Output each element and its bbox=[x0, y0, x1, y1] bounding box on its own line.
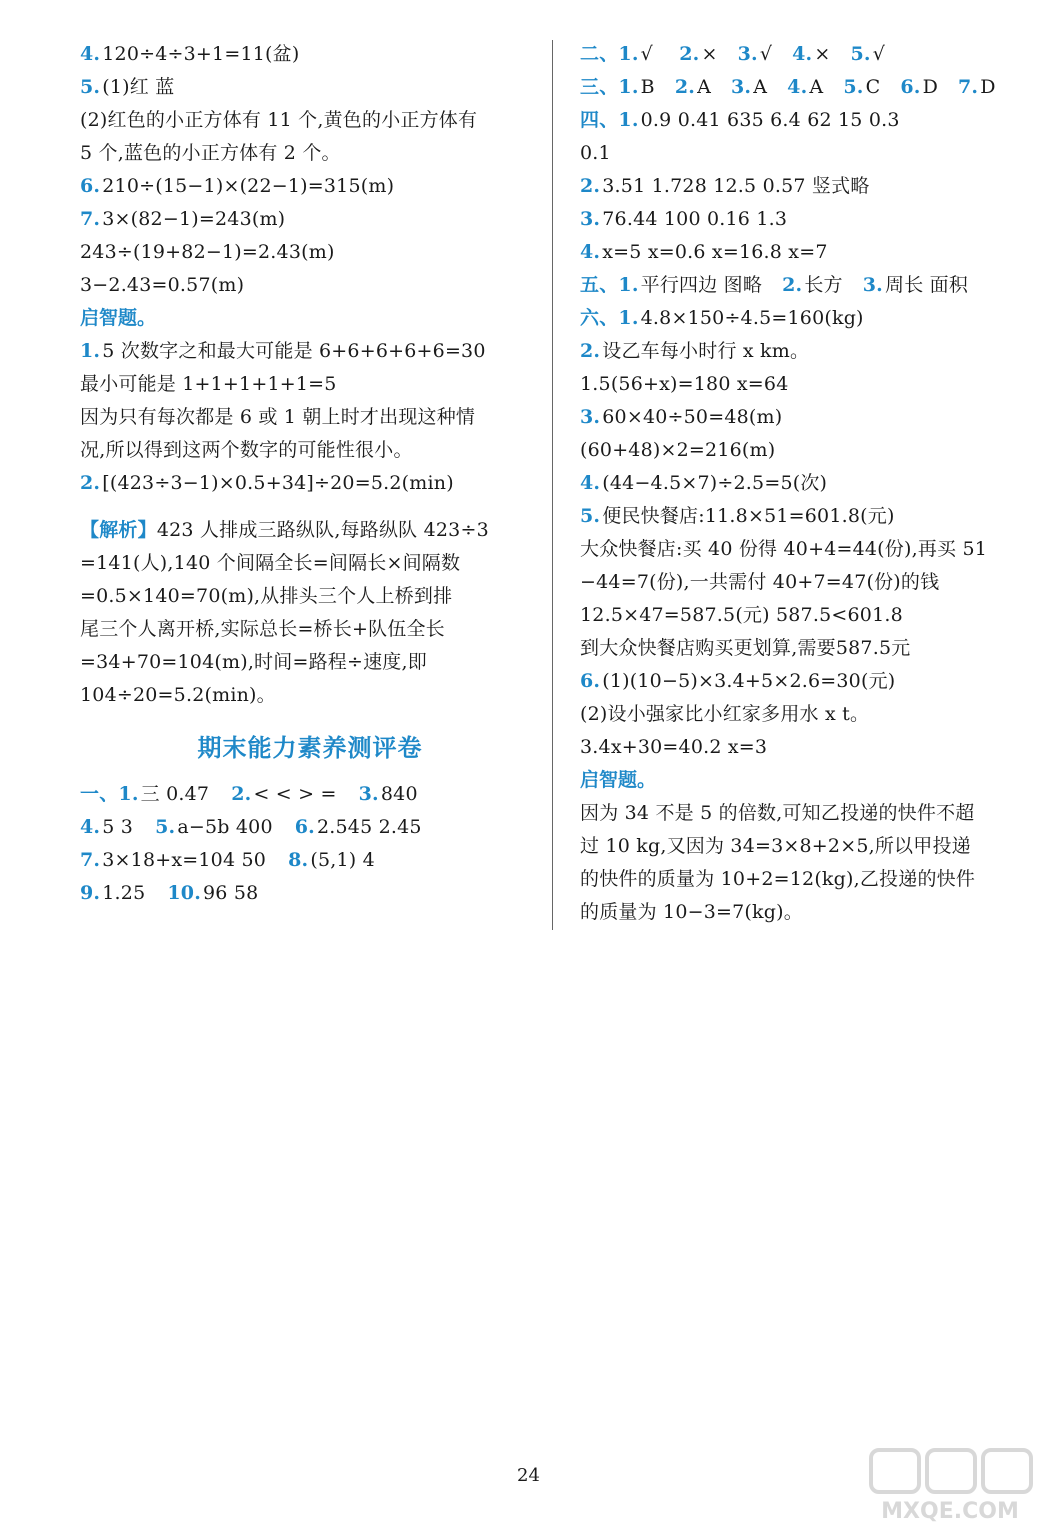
answer-text: 12.5×47=587.5(元) 587.5<601.8 bbox=[580, 604, 903, 626]
question-number: 4. bbox=[787, 76, 808, 98]
question-number: 8. bbox=[288, 849, 309, 871]
question-number: 5. bbox=[155, 816, 176, 838]
answer-line bbox=[80, 38, 540, 71]
answer-line bbox=[80, 844, 540, 877]
question-number: 9. bbox=[80, 882, 101, 904]
answer-text: D bbox=[980, 76, 996, 98]
answer-text: 三 0.47 bbox=[140, 783, 210, 805]
answer-line bbox=[80, 434, 540, 467]
question-number: 3. bbox=[737, 43, 758, 65]
answer-line bbox=[580, 467, 1040, 500]
answer-line bbox=[580, 137, 1040, 170]
answer-text: 0.1 bbox=[580, 142, 611, 164]
answer-line bbox=[580, 698, 1040, 731]
answer-text: 210÷(15−1)×(22−1)=315(m) bbox=[102, 175, 395, 197]
answer-text: A bbox=[697, 76, 711, 98]
answer-line bbox=[80, 203, 540, 236]
question-number: 5. bbox=[80, 76, 101, 98]
answer-line bbox=[580, 863, 1040, 896]
answer-line bbox=[80, 401, 540, 434]
question-number: 3. bbox=[358, 783, 379, 805]
question-number: 5. bbox=[850, 43, 871, 65]
question-number: 4. bbox=[792, 43, 813, 65]
analysis-text: 423 人排成三路纵队,每路纵队 423÷3 bbox=[156, 519, 489, 541]
answer-text: 长方 bbox=[804, 274, 843, 296]
answer-text: (60+48)×2=216(m) bbox=[580, 439, 776, 461]
answer-text: 5 个,蓝色的小正方体有 2 个。 bbox=[80, 142, 341, 164]
question-number: 5. bbox=[843, 76, 864, 98]
question-number: 2. bbox=[231, 783, 252, 805]
analysis-line bbox=[80, 514, 540, 547]
answer-text: 大众快餐店:买 40 份得 40+4=44(份),再买 51 bbox=[580, 538, 988, 560]
answer-text: 到大众快餐店购买更划算,需要587.5元 bbox=[580, 637, 911, 659]
answer-line bbox=[80, 467, 540, 500]
page-number: 24 bbox=[517, 1465, 540, 1486]
answer-text: A bbox=[809, 76, 824, 98]
answer-line bbox=[80, 236, 540, 269]
question-number: 3. bbox=[730, 76, 752, 98]
question-number: 6. bbox=[80, 175, 101, 197]
answer-line bbox=[580, 500, 1040, 533]
question-number: 6. bbox=[580, 670, 601, 692]
answer-text: 周长 面积 bbox=[885, 274, 969, 296]
question-number: 2. bbox=[679, 43, 700, 65]
answer-text: 60×40÷50=48(m) bbox=[602, 406, 783, 428]
answer-text: (1)(10−5)×3.4+5×2.6=30(元) bbox=[602, 670, 896, 692]
answer-text: < < > = bbox=[253, 783, 337, 805]
question-number: 10. bbox=[167, 882, 202, 904]
answer-line bbox=[580, 830, 1040, 863]
answer-text: 0.9 0.41 635 6.4 62 15 0.3 bbox=[640, 109, 900, 131]
answer-text: 最小可能是 1+1+1+1+1=5 bbox=[80, 373, 337, 395]
section-heading: 启智题。 bbox=[80, 307, 157, 329]
answer-line bbox=[580, 599, 1040, 632]
analysis-text: 尾三个人离开桥,实际总长=桥长+队伍全长 bbox=[80, 618, 445, 640]
answer-text: 5 3 bbox=[102, 816, 134, 838]
right-column bbox=[580, 38, 1040, 929]
answer-line bbox=[580, 434, 1040, 467]
answer-text: −44=7(份),一共需付 40+7=47(份)的钱 bbox=[580, 571, 940, 593]
question-number: 3. bbox=[862, 274, 883, 296]
answer-line bbox=[580, 335, 1040, 368]
question-number: 3. bbox=[580, 208, 601, 230]
question-number: 4. bbox=[580, 472, 601, 494]
answer-text: 3×18+x=104 50 bbox=[102, 849, 267, 871]
answer-line bbox=[580, 401, 1040, 434]
answer-text: 况,所以得到这两个数字的可能性很小。 bbox=[80, 439, 413, 461]
answer-text: 3.51 1.728 12.5 0.57 竖式略 bbox=[602, 175, 870, 197]
answer-text: 5 次数字之和最大可能是 6+6+6+6+6=30 bbox=[102, 340, 486, 362]
answer-text: 因为 34 不是 5 的倍数,可知乙投递的快件不超 bbox=[580, 802, 975, 824]
answer-line bbox=[580, 236, 1040, 269]
question-number: 7. bbox=[80, 849, 101, 871]
answer-text: 的快件的质量为 10+2=12(kg),乙投递的快件 bbox=[580, 868, 976, 890]
answer-text: √ bbox=[640, 43, 660, 65]
question-number: 4. bbox=[580, 241, 601, 263]
answer-line bbox=[80, 71, 540, 104]
answer-text: 的质量为 10−3=7(kg)。 bbox=[580, 901, 803, 923]
answer-line bbox=[80, 104, 540, 137]
answer-text: (5,1) 4 bbox=[310, 849, 375, 871]
answer-text: 平行四边 图略 bbox=[640, 274, 763, 296]
answer-line bbox=[580, 104, 1040, 137]
answer-line bbox=[80, 811, 540, 844]
analysis-line bbox=[80, 613, 540, 646]
question-number: 2. bbox=[580, 340, 601, 362]
question-number: 3. bbox=[580, 406, 601, 428]
answer-line bbox=[80, 335, 540, 368]
question-number: 2. bbox=[674, 76, 696, 98]
answer-text: D bbox=[922, 76, 939, 98]
answer-text: √ bbox=[872, 43, 886, 65]
answer-text: 76.44 100 0.16 1.3 bbox=[602, 208, 788, 230]
analysis-line bbox=[80, 679, 540, 712]
answer-text: A bbox=[753, 76, 768, 98]
analysis-label: 【解析】 bbox=[80, 519, 157, 541]
watermark-logo bbox=[865, 1446, 1035, 1526]
analysis-text: =141(人),140 个间隔全长=间隔长×间隔数 bbox=[80, 552, 461, 574]
question-number: 6. bbox=[294, 816, 315, 838]
answer-text: 因为只有每次都是 6 或 1 朝上时才出现这种情 bbox=[80, 406, 476, 428]
answer-text: 120÷4÷3+1=11(盆) bbox=[102, 43, 300, 65]
answer-line bbox=[580, 71, 1040, 104]
answer-text: 设乙车每小时行 x km。 bbox=[602, 340, 810, 362]
analysis-line bbox=[80, 547, 540, 580]
question-number: 六、1. bbox=[580, 307, 639, 329]
answer-text: 便民快餐店:11.8×51=601.8(元) bbox=[602, 505, 895, 527]
answer-line bbox=[80, 877, 540, 910]
answer-text: 96 58 bbox=[203, 882, 259, 904]
left-column bbox=[80, 38, 540, 910]
answer-text: 1.25 bbox=[102, 882, 146, 904]
section-heading: 启智题。 bbox=[580, 769, 657, 791]
answer-line bbox=[80, 137, 540, 170]
answer-text: 840 bbox=[380, 783, 418, 805]
answer-text: (2)设小强家比小红家多用水 x t。 bbox=[580, 703, 870, 725]
answer-line bbox=[580, 665, 1040, 698]
question-number: 2. bbox=[580, 175, 601, 197]
answer-text: 243÷(19+82−1)=2.43(m) bbox=[80, 241, 335, 263]
answer-text: 3−2.43=0.57(m) bbox=[80, 274, 245, 296]
answer-line bbox=[80, 269, 540, 302]
answer-line bbox=[580, 797, 1040, 830]
answer-text: (1)红 蓝 bbox=[102, 76, 175, 98]
answer-line bbox=[580, 566, 1040, 599]
answer-text: (44−4.5×7)÷2.5=5(次) bbox=[602, 472, 828, 494]
analysis-text: 104÷20=5.2(min)。 bbox=[80, 684, 276, 706]
question-number: 二、1. bbox=[580, 43, 639, 65]
answer-text: (2)红色的小正方体有 11 个,黄色的小正方体有 bbox=[80, 109, 478, 131]
answer-line bbox=[580, 203, 1040, 236]
answer-text: 4.8×150÷4.5=160(kg) bbox=[640, 307, 864, 329]
answer-line bbox=[80, 170, 540, 203]
question-number: 一、1. bbox=[80, 783, 139, 805]
question-number: 三、1. bbox=[580, 76, 639, 98]
question-number: 4. bbox=[80, 43, 101, 65]
answer-line bbox=[80, 368, 540, 401]
question-number: 5. bbox=[580, 505, 601, 527]
answer-text: 2.545 2.45 bbox=[316, 816, 422, 838]
answer-text: C bbox=[865, 76, 881, 98]
question-number: 1. bbox=[80, 340, 101, 362]
question-number: 五、1. bbox=[580, 274, 639, 296]
question-number: 4. bbox=[80, 816, 101, 838]
watermark-text: MXQE.COM bbox=[881, 1499, 1019, 1524]
question-number: 7. bbox=[80, 208, 101, 230]
answer-line bbox=[580, 38, 1040, 71]
analysis-text: =34+70=104(m),时间=路程÷速度,即 bbox=[80, 651, 427, 673]
answer-line bbox=[580, 632, 1040, 665]
column-divider bbox=[552, 40, 553, 930]
answer-line bbox=[580, 269, 1040, 302]
question-number: 2. bbox=[80, 472, 101, 494]
answer-line bbox=[580, 533, 1040, 566]
answer-text: B bbox=[640, 76, 655, 98]
question-number: 2. bbox=[782, 274, 803, 296]
analysis-text: =0.5×140=70(m),从排头三个人上桥到排 bbox=[80, 585, 453, 607]
answer-line bbox=[580, 731, 1040, 764]
exam-title: 期末能力素养测评卷 bbox=[197, 733, 423, 762]
answer-line bbox=[580, 170, 1040, 203]
answer-text: a−5b 400 bbox=[177, 816, 273, 838]
answer-line bbox=[580, 368, 1040, 401]
answer-text: 3.4x+30=40.2 x=3 bbox=[580, 736, 768, 758]
analysis-line bbox=[80, 646, 540, 679]
answer-text: 3×(82−1)=243(m) bbox=[102, 208, 286, 230]
answer-text: √ bbox=[759, 43, 773, 65]
answer-text: [(423÷3−1)×0.5+34]÷20=5.2(min) bbox=[102, 472, 454, 494]
answer-text: 1.5(56+x)=180 x=64 bbox=[580, 373, 789, 395]
answer-line bbox=[580, 896, 1040, 929]
answer-text: × bbox=[701, 43, 718, 65]
question-number: 四、1. bbox=[580, 109, 639, 131]
answer-line bbox=[80, 778, 540, 811]
answer-text: x=5 x=0.6 x=16.8 x=7 bbox=[602, 241, 828, 263]
answer-text: 过 10 kg,又因为 34=3×8+2×5,所以甲投递 bbox=[580, 835, 971, 857]
answer-text: × bbox=[814, 43, 831, 65]
answer-line bbox=[580, 302, 1040, 335]
analysis-line bbox=[80, 580, 540, 613]
question-number: 6. bbox=[900, 76, 921, 98]
question-number: 7. bbox=[958, 76, 979, 98]
